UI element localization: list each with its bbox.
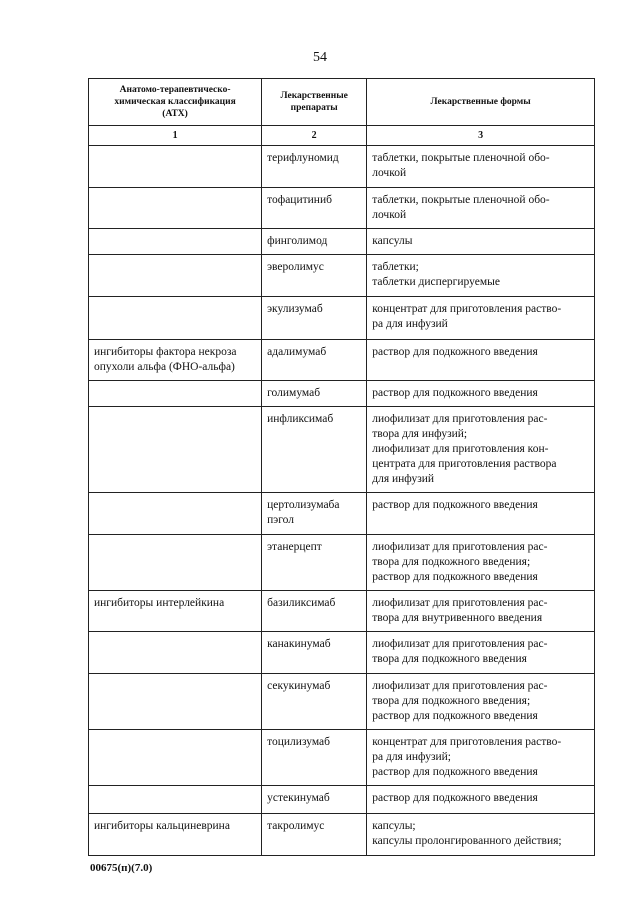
dosage-forms-cell [367, 535, 595, 591]
table-row [89, 674, 595, 730]
cell-text-line: опухоли альфа (ФНО-альфа) [94, 361, 235, 373]
table-row [89, 146, 595, 188]
cell-text-line: раствор для подкожного введения [372, 766, 538, 778]
atc-classification-cell [89, 730, 262, 786]
cell-text-line: твора для инфузий; [372, 428, 468, 440]
medicine-name-cell [262, 407, 367, 493]
cell-text-line: капсулы пролонгированного действия; [372, 835, 562, 847]
table-row [89, 188, 595, 229]
cell-text-line: для инфузий [372, 473, 435, 485]
cell-text-line: экулизумаб [267, 303, 323, 315]
atc-classification-cell [89, 786, 262, 814]
atc-classification-cell [89, 229, 262, 255]
table-row [89, 535, 595, 591]
medicine-name-cell [262, 730, 367, 786]
atc-classification-cell [89, 255, 262, 297]
atc-classification-cell [89, 591, 262, 632]
cell-text-line: ингибиторы фактора некроза [94, 346, 237, 358]
cell-text-line: раствор для подкожного введения [372, 571, 538, 583]
cell-text-line: твора для подкожного введения; [372, 556, 531, 568]
header-atc-classification: Анатомо-терапевтическо- химическая классификация (АТХ) [89, 79, 262, 126]
table-row [89, 407, 595, 493]
table-row [89, 340, 595, 381]
medicine-name-cell [262, 814, 367, 856]
dosage-forms-cell [367, 229, 595, 255]
cell-text-line: тоцилизумаб [267, 736, 331, 748]
medicine-name-cell [262, 146, 367, 188]
table-row [89, 297, 595, 340]
column-number-row [89, 126, 595, 146]
cell-text-line: голимумаб [267, 387, 321, 399]
cell-text-line: ра для инфузий [372, 318, 448, 330]
cell-text-line: инфликсимаб [267, 413, 334, 425]
medicine-name-cell [262, 786, 367, 814]
dosage-forms-cell [367, 188, 595, 229]
table-row [89, 632, 595, 674]
cell-text-line: таблетки, покрытые пленочной обо- [372, 152, 550, 164]
medicine-name-cell [262, 188, 367, 229]
dosage-forms-cell [367, 146, 595, 188]
cell-text-line: адалимумаб [267, 346, 327, 358]
dosage-forms-cell [367, 730, 595, 786]
atc-classification-cell [89, 407, 262, 493]
medicine-name-cell [262, 297, 367, 340]
cell-text-line: раствор для подкожного введения [372, 387, 538, 399]
cell-text-line: тофацитиниб [267, 194, 332, 206]
table-row [89, 786, 595, 814]
table-row [89, 591, 595, 632]
cell-text-line: таблетки диспергируемые [372, 276, 500, 288]
cell-text-line: ингибиторы интерлейкина [94, 597, 225, 609]
cell-text-line: терифлуномид [267, 152, 339, 164]
cell-text-line: капсулы [372, 235, 413, 247]
table-row [89, 381, 595, 407]
header-medicines: Лекарственные препараты [262, 79, 367, 126]
cell-text-line: раствор для подкожного введения [372, 499, 538, 511]
dosage-forms-cell [367, 674, 595, 730]
medicine-name-cell [262, 674, 367, 730]
cell-text-line: твора для подкожного введения; [372, 695, 531, 707]
table-row [89, 730, 595, 786]
header-dosage-forms: Лекарственные формы [367, 79, 595, 126]
cell-text-line: базиликсимаб [267, 597, 336, 609]
cell-text-line: такролимус [267, 820, 325, 832]
cell-text-line: концентрат для приготовления раство- [372, 736, 562, 748]
column-number: 1 [89, 126, 262, 146]
cell-text-line: лиофилизат для приготовления рас- [372, 638, 548, 650]
medicine-name-cell [262, 381, 367, 407]
cell-text-line: секукинумаб [267, 680, 331, 692]
dosage-forms-cell [367, 340, 595, 381]
atc-classification-cell [89, 381, 262, 407]
dosage-forms-cell [367, 255, 595, 297]
cell-text-line: раствор для подкожного введения [372, 710, 538, 722]
cell-text-line: пэгол [267, 514, 294, 526]
table-row [89, 255, 595, 297]
document-code: 00675(п)(7.0) [90, 862, 153, 874]
cell-text-line: канакинумаб [267, 638, 331, 650]
dosage-forms-cell [367, 297, 595, 340]
atc-classification-cell [89, 535, 262, 591]
cell-text-line: центрата для приготовления раствора [372, 458, 557, 470]
cell-text-line: концентрат для приготовления раство- [372, 303, 562, 315]
cell-text-line: раствор для подкожного введения [372, 346, 538, 358]
atc-classification-cell [89, 674, 262, 730]
dosage-forms-cell [367, 381, 595, 407]
dosage-forms-cell [367, 493, 595, 535]
cell-text-line: финголимод [267, 235, 328, 247]
atc-classification-cell [89, 493, 262, 535]
cell-text-line: лиофилизат для приготовления рас- [372, 680, 548, 692]
cell-text-line: лиофилизат для приготовления рас- [372, 541, 548, 553]
dosage-forms-cell [367, 407, 595, 493]
atc-classification-cell [89, 146, 262, 188]
cell-text-line: ингибиторы кальциневрина [94, 820, 230, 832]
cell-text-line: лиофилизат для приготовления кон- [372, 443, 549, 455]
cell-text-line: эверолимус [267, 261, 324, 273]
cell-text-line: устекинумаб [267, 792, 330, 804]
column-number: 2 [262, 126, 367, 146]
dosage-forms-cell [367, 786, 595, 814]
atc-classification-cell [89, 814, 262, 856]
column-number: 3 [367, 126, 595, 146]
atc-classification-cell [89, 297, 262, 340]
cell-text-line: лочкой [372, 209, 407, 221]
medicine-name-cell [262, 340, 367, 381]
table-row [89, 814, 595, 856]
cell-text-line: лиофилизат для приготовления рас- [372, 597, 548, 609]
medicine-name-cell [262, 632, 367, 674]
atc-classification-cell [89, 188, 262, 229]
cell-text-line: цертолизумаба [267, 499, 340, 511]
cell-text-line: твора для внутривенного введения [372, 612, 543, 624]
table-header-row [89, 79, 595, 126]
medicine-name-cell [262, 229, 367, 255]
cell-text-line: лиофилизат для приготовления рас- [372, 413, 548, 425]
page-number: 54 [313, 50, 327, 65]
medicine-name-cell [262, 535, 367, 591]
dosage-forms-cell [367, 814, 595, 856]
atc-classification-cell [89, 340, 262, 381]
table-row [89, 493, 595, 535]
dosage-forms-cell [367, 591, 595, 632]
drug-classification-table [88, 78, 595, 856]
medicine-name-cell [262, 255, 367, 297]
atc-classification-cell [89, 632, 262, 674]
cell-text-line: таблетки; [372, 261, 419, 273]
cell-text-line: ра для инфузий; [372, 751, 451, 763]
cell-text-line: капсулы; [372, 820, 416, 832]
cell-text-line: раствор для подкожного введения [372, 792, 538, 804]
cell-text-line: этанерцепт [267, 541, 322, 553]
cell-text-line: твора для подкожного введения [372, 653, 527, 665]
cell-text-line: таблетки, покрытые пленочной обо- [372, 194, 550, 206]
cell-text-line: лочкой [372, 167, 407, 179]
medicine-name-cell [262, 591, 367, 632]
medicine-name-cell [262, 493, 367, 535]
dosage-forms-cell [367, 632, 595, 674]
table-row [89, 229, 595, 255]
